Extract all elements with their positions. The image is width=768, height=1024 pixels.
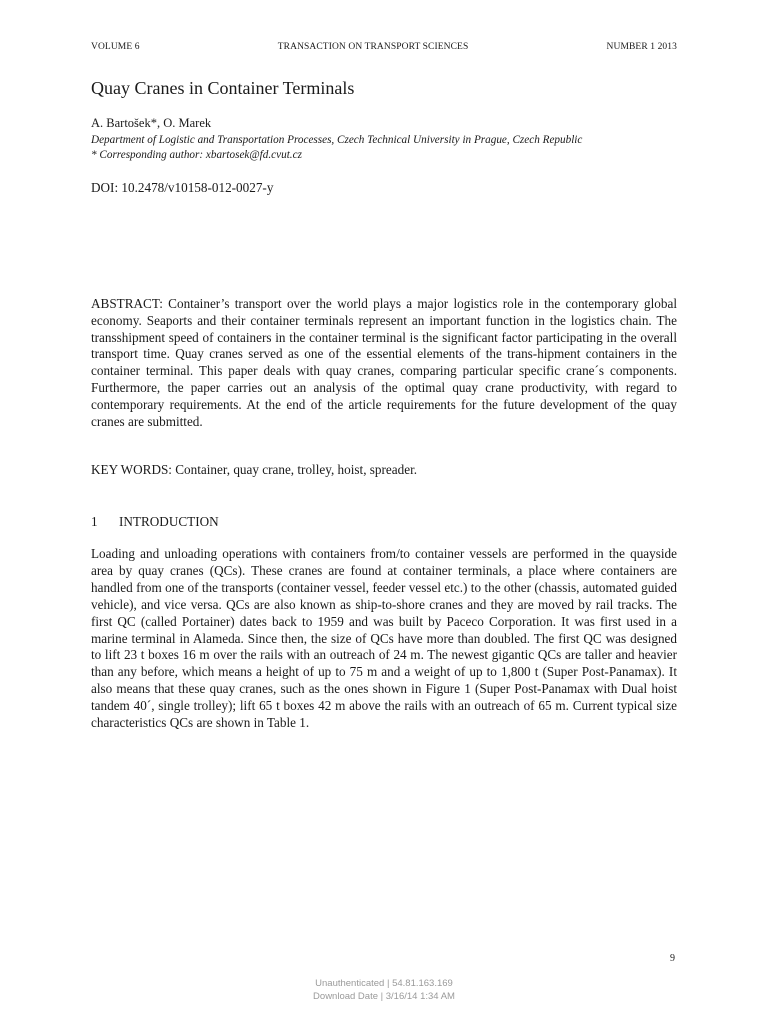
header-journal: TRANSACTION ON TRANSPORT SCIENCES — [277, 42, 469, 52]
doi: DOI: 10.2478/v10158-012-0027-y — [91, 180, 274, 195]
section-heading — [91, 514, 219, 530]
footer-ip-line: Unauthenticated | 54.81.163.169 — [315, 978, 453, 989]
page-number: 9 — [670, 953, 675, 964]
section-title: INTRODUCTION — [119, 514, 219, 529]
running-header — [91, 42, 677, 52]
section-number: 1 — [91, 514, 98, 529]
affiliation-block — [91, 133, 582, 163]
affiliation: Department of Logistic and Transportation Processes, Czech Technical University in Prague, Czech Republic — [91, 134, 583, 146]
abstract: ABSTRACT: Container’s transport over the world plays a major logistics role in the contemporary global economy. Seaports and their container terminals represent an important function in the logistics chain. The transshipment speed of containers in the container terminal is the significant factor participating in the overall transport time. Quay cranes served as one of the essential elements of the trans-hipment containers in the container terminal. This paper deals with quay cranes, comparing particular specific crane´s components. Furthermore, the paper carries out an analysis of the optimal quay crane productivity, with regard to contemporary requirements. At the end of the article requirements for the future development of the quay cranes are submitted. — [91, 296, 677, 429]
corresponding-author: * Corresponding author: xbartosek@fd.cvut.cz — [91, 149, 302, 161]
introduction-body: Loading and unloading operations with containers from/to container vessels are performed in the quayside area by quay cranes (QCs). These cranes are found at container terminals, a place where containers are handled from one of the transports (container vessel, feeder vessel etc.) to the other (chassis, automated guided vehicle), and vice versa. QCs are also known as ship-to-shore cranes and they are moved by rail tracks. The first QC (called Portainer) dates back to 1959 and was built by Paceco Corporation. It was first used in a marine terminal in Alameda. Since then, the size of QCs have more than doubled. The first QC was designed to lift 23 t boxes 16 m over the rails with an outreach of 24 m. The newest gigantic QCs are taller and heavier than any before, which means a height of up to 75 m and a weight of up to 1,800 t (Super Post-Panamax). It also means that these quay cranes, such as the ones shown in Figure 1 (Super Post-Panamax with Dual hoist tandem 40´, single trolley); lift 65 t boxes 42 m above the rails with an outreach of 65 m. Current typical size characteristics QCs are shown in Table 1. — [91, 546, 677, 731]
download-footer — [0, 977, 768, 1003]
footer-date-line: Download Date | 3/16/14 1:34 AM — [313, 991, 455, 1002]
article-title: Quay Cranes in Container Terminals — [91, 78, 355, 98]
article-authors: A. Bartošek*, O. Marek — [91, 116, 212, 130]
header-number: NUMBER 1 2013 — [606, 42, 677, 52]
header-volume: VOLUME 6 — [91, 42, 140, 52]
keywords: KEY WORDS: Container, quay crane, trolley, hoist, spreader. — [91, 462, 418, 477]
